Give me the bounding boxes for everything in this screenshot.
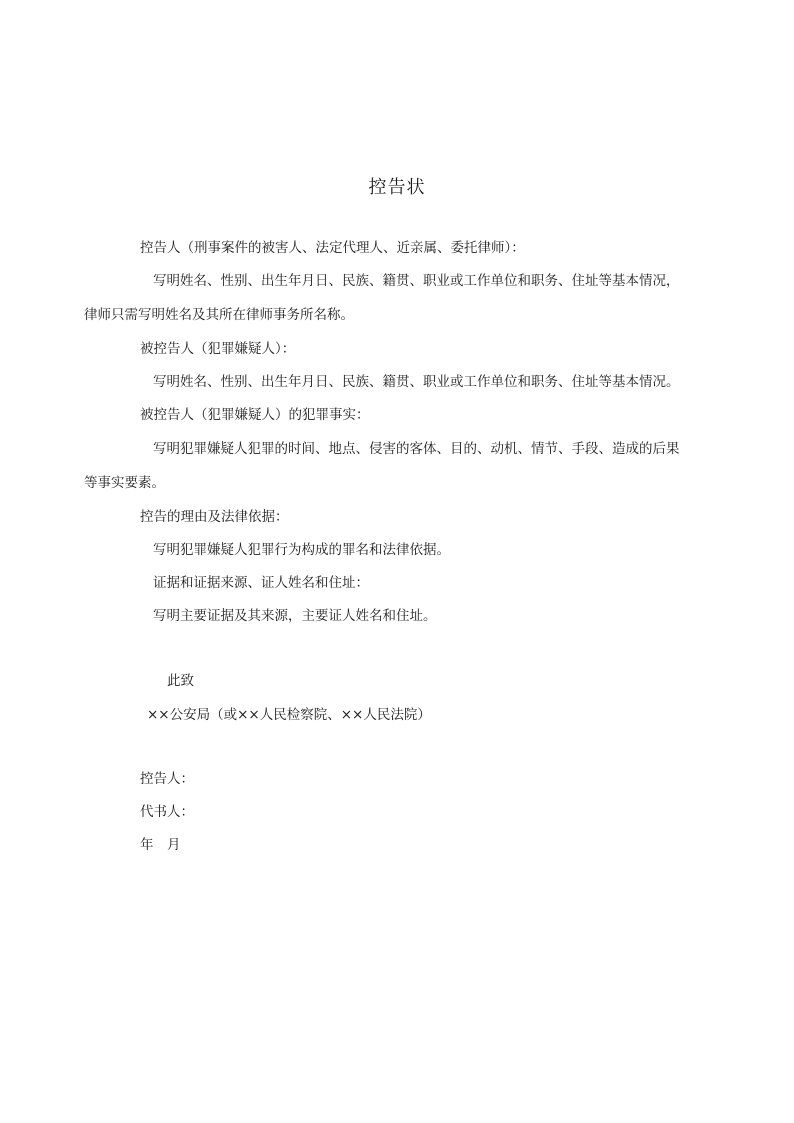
facts-heading: 被控告人（犯罪嫌疑人）的犯罪事实： bbox=[140, 407, 370, 423]
reasons-heading: 控告的理由及法律依据： bbox=[140, 509, 289, 525]
salutation: 此致 bbox=[167, 673, 194, 689]
recipient: ××公安局（或××人民检察院、××人民法院） bbox=[147, 707, 431, 723]
facts-desc-line2: 等事实要素。 bbox=[84, 475, 165, 491]
complainant-heading: 控告人（刑事案件的被害人、法定代理人、近亲属、委托律师）： bbox=[140, 240, 525, 256]
facts-desc-line1: 写明犯罪嫌疑人犯罪的时间、地点、侵害的客体、目的、动机、情节、手段、造成的后果 bbox=[153, 441, 680, 457]
evidence-heading: 证据和证据来源、证人姓名和住址： bbox=[153, 575, 369, 591]
signature-complainant: 控告人： bbox=[140, 771, 194, 787]
accused-desc: 写明姓名、性别、出生年月日、民族、籍贯、职业或工作单位和职务、住址等基本情况。 bbox=[153, 374, 680, 390]
document-title: 控告状 bbox=[368, 177, 426, 198]
signature-writer: 代书人： bbox=[140, 804, 194, 820]
accused-heading: 被控告人（犯罪嫌疑人）： bbox=[140, 341, 296, 357]
reasons-desc: 写明犯罪嫌疑人犯罪行为构成的罪名和法律依据。 bbox=[153, 542, 450, 558]
date-line: 年 月 bbox=[140, 837, 181, 853]
complainant-desc-line2: 律师只需写明姓名及其所在律师事务所名称。 bbox=[84, 307, 354, 323]
evidence-desc: 写明主要证据及其来源，主要证人姓名和住址。 bbox=[153, 608, 437, 624]
complainant-desc-line1: 写明姓名、性别、出生年月日、民族、籍贯、职业或工作单位和职务、住址等基本情况， bbox=[153, 273, 680, 289]
